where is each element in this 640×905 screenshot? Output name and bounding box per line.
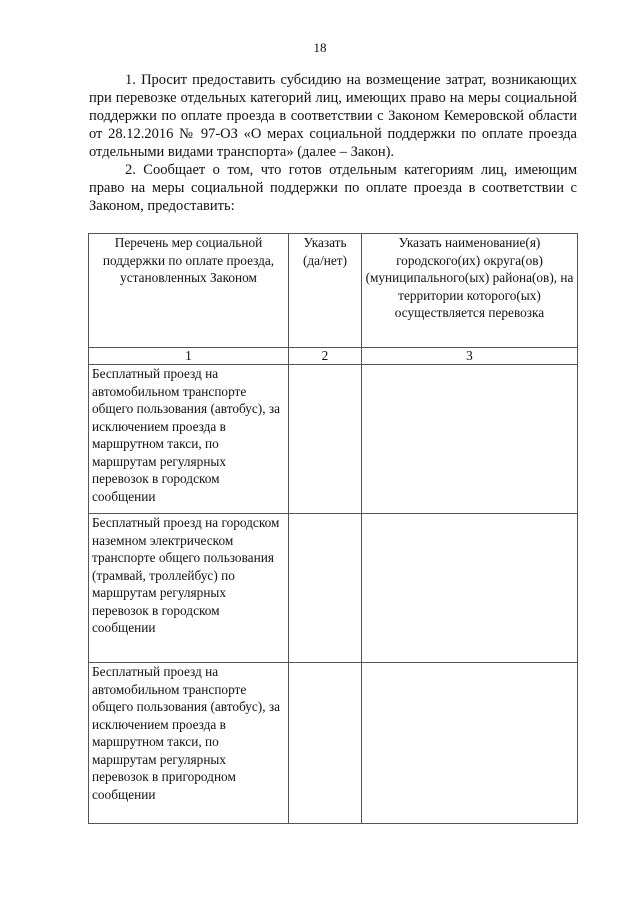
table-header-row [89, 234, 578, 348]
indicate-cell[interactable] [289, 365, 362, 514]
measure-cell: Бесплатный проезд на автомобильном транспорте общего пользования (автобус), за исключением проезда в маршрутном такси, по маршрутам регулярных перевозок в городском сообщении [89, 365, 289, 514]
paragraph-1: 1. Просит предоставить субсидию на возмещение затрат, возникающих при перевозке отдельных категорий лиц, имеющих право на меры социальной поддержки по оплате проезда в соответствии с Законом Кемеровской области от 28.12.2016 № 97-ОЗ «О мерах социальной поддержки по оплате проезда отдельными видами транспорта» (далее – Закон). [89, 72, 577, 160]
table-row [89, 663, 578, 824]
header-measures-list: Перечень мер социальной поддержки по оплате проезда, установленных Законом [89, 234, 289, 348]
paragraph-2: 2. Сообщает о том, что готов отдельным категориям лиц, имеющим право на меры социальной поддержки по оплате проезда в соответствии с Законом, предоставить: [89, 162, 577, 214]
indicate-cell[interactable] [289, 514, 362, 663]
territory-cell[interactable] [362, 365, 578, 514]
column-number: 1 [89, 348, 289, 365]
territory-cell[interactable] [362, 663, 578, 824]
territory-cell[interactable] [362, 514, 578, 663]
document-body [89, 71, 577, 215]
indicate-cell[interactable] [289, 663, 362, 824]
social-support-table [88, 233, 578, 824]
measure-cell: Бесплатный проезд на городском наземном электрическом транспорте общего пользования (трамвай, троллейбус) по маршрутам регулярных перевозок в городском сообщении [89, 514, 289, 663]
table-row [89, 365, 578, 514]
table-row [89, 514, 578, 663]
header-indicate-yes-no: Указать (да/нет) [289, 234, 362, 348]
page-number: 18 [313, 40, 327, 55]
measure-cell: Бесплатный проезд на автомобильном транспорте общего пользования (автобус), за исключением проезда в маршрутном такси, по маршрутам регулярных перевозок в пригородном сообщении [89, 663, 289, 824]
column-number: 3 [362, 348, 578, 365]
header-territory-name: Указать наименование(я) городского(их) округа(ов) (муниципального(ых) района(ов), на территории которого(ых) осуществляется перевозка [362, 234, 578, 348]
column-number: 2 [289, 348, 362, 365]
column-number-row [89, 348, 578, 365]
